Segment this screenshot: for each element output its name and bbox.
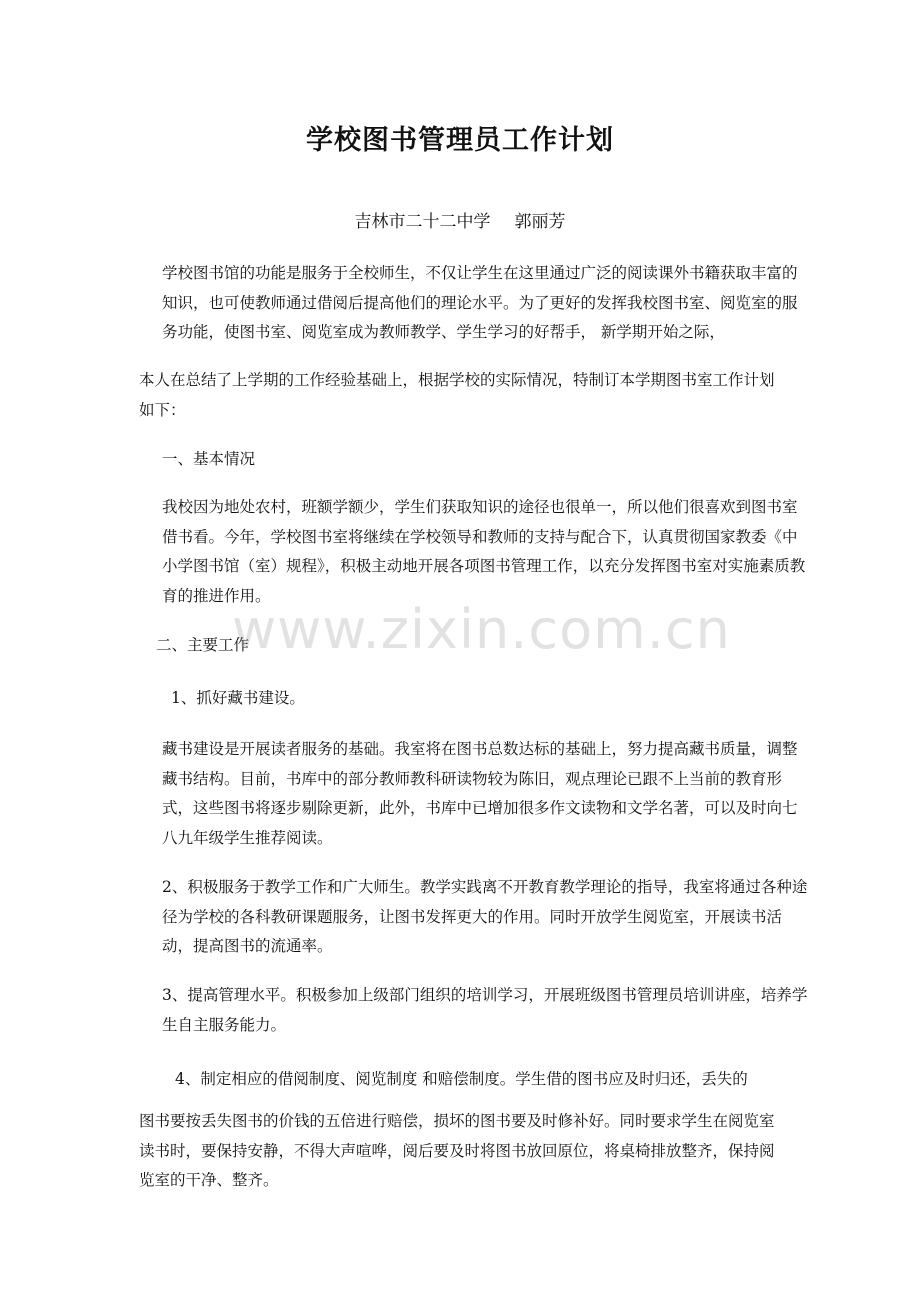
item-3-paragraph: 3、提高管理水平。积极参加上级部门组织的培训学习，开展班级图书管理员培训讲座，培养学生自主服务能力。 [162, 986, 808, 1034]
author-line [0, 207, 920, 232]
item-4-first-line: 4、制定相应的借阅制度、阅览制度 和赔偿制度。学生借的图书应及时归还，丢失的 [175, 1070, 748, 1088]
section-2-heading: 二、主要工作 [156, 636, 250, 654]
author-name: 郭丽芳 [514, 212, 566, 232]
section-1-heading: 一、基本情况 [162, 450, 256, 468]
item-4-body: 图书要按丢失图书的价钱的五倍进行赔偿，损坏的图书要及时修补好。同时要求学生在阅览室读书时，要保持安静，不得大声喧哗，阅后要及时将图书放回原位，将桌椅排放整齐，保持阅览室的干净、整齐。 [139, 1112, 775, 1189]
document-title: 学校图书管理员工作计划 [306, 125, 614, 156]
item-1-heading: 1、抓好藏书建设。 [171, 689, 305, 707]
item-2-paragraph: 2、积极服务于教学工作和广大师生。教学实践离不开教育教学理论的指导，我室将通过各种途径为学校的各科教研课题服务，让图书发挥更大的作用。同时开放学生阅览室，开展读书活动，提高图书的流通率。 [162, 878, 808, 955]
item-1-body: 藏书建设是开展读者服务的基础。我室将在图书总数达标的基础上，努力提高藏书质量，调整藏书结构。目前，书库中的部分教师教科研读物较为陈旧，观点理论已跟不上当前的教育形式，这些图书将逐步剔除更新，此外，书库中已增加很多作文读物和文学名著，可以及时向七八九年级学生推荐阅读。 [162, 740, 798, 847]
intro-paragraph-1: 学校图书馆的功能是服务于全校师生，不仅让学生在这里通过广泛的阅读课外书籍获取丰富的知识，也可使教师通过借阅后提高他们的理论水平。为了更好的发挥我校图书室、阅览室的服务功能，使图书室、阅览室成为教师教学、学生学习的好帮手， 新学期开始之际， [162, 264, 798, 341]
intro-paragraph-2: 本人在总结了上学期的工作经验基础上，根据学校的实际情况，特制订本学期图书室工作计划如下： [139, 371, 775, 419]
watermark: www.zixin.com.cn [232, 598, 731, 661]
author-school: 吉林市二十二中学 [354, 212, 491, 232]
section-1-body: 我校因为地处农村，班额学额少，学生们获取知识的途径也很单一，所以他们很喜欢到图书室借书看。今年，学校图书室将继续在学校领导和教师的支持与配合下，认真贯彻国家教委《中小学图书馆（室）规程》，积极主动地开展各项图书管理工作，以充分发挥图书室对实施素质教育的推进作用。 [162, 498, 806, 605]
